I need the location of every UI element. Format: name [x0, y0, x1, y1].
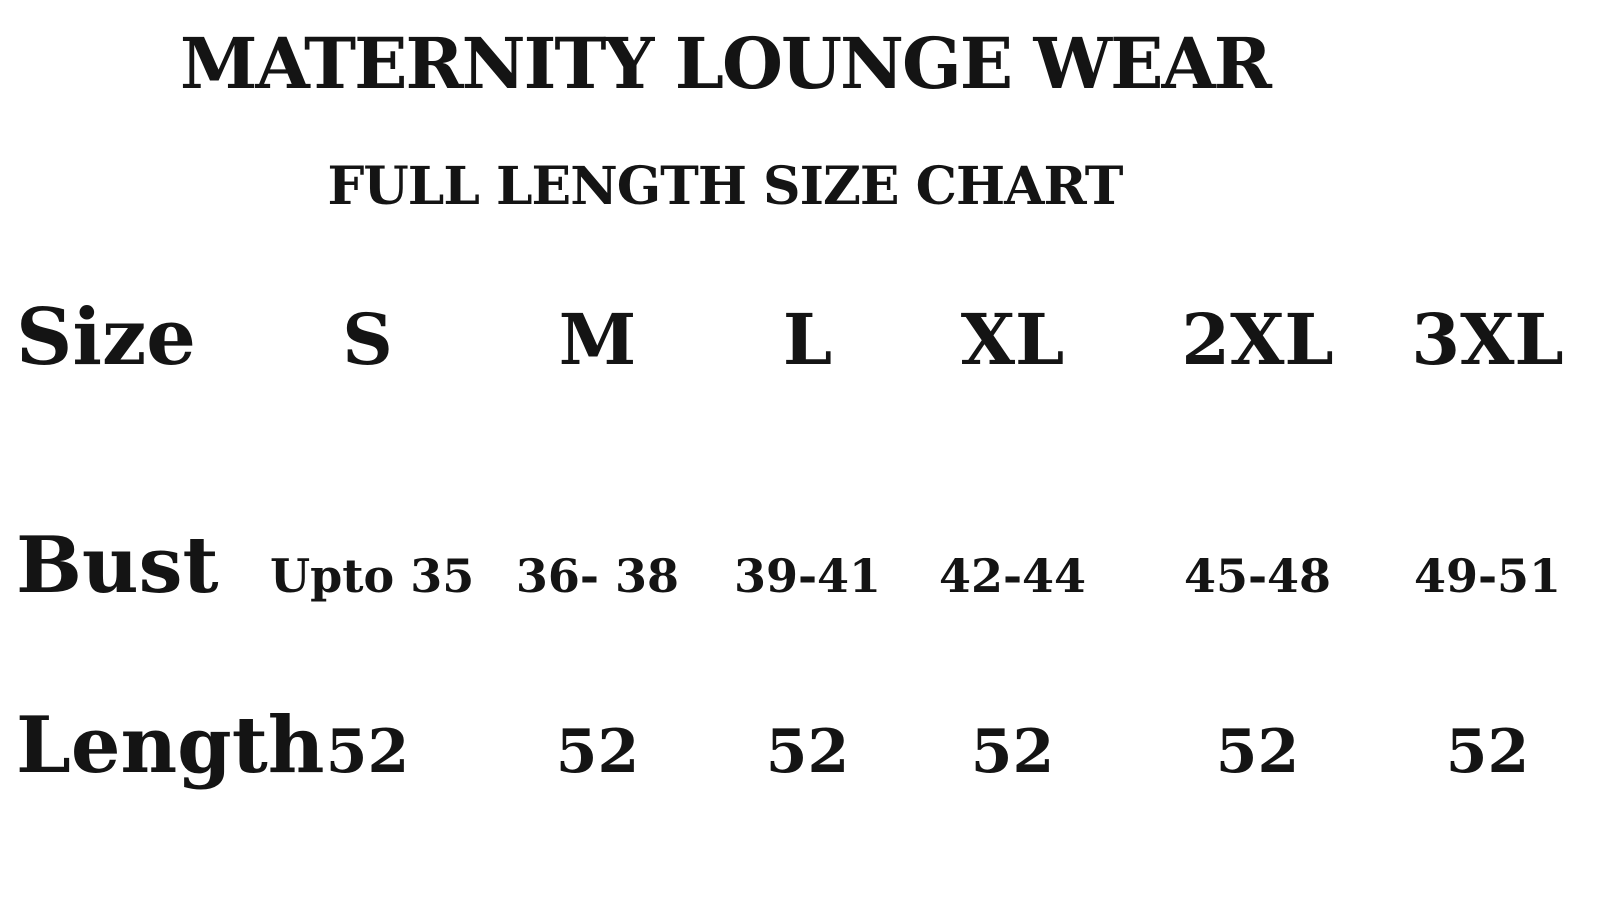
- length-value-xl: 52: [970, 717, 1055, 787]
- page-title: MATERNITY LOUNGE WEAR: [180, 22, 1270, 105]
- bust-value-xl: 42-44: [938, 549, 1087, 603]
- size-value-xl: XL: [960, 298, 1065, 381]
- size-value-m: M: [558, 298, 637, 381]
- bust-value-m: 36- 38: [515, 549, 680, 603]
- length-value-3xl: 52: [1445, 717, 1530, 787]
- size-value-2xl: 2XL: [1181, 298, 1334, 381]
- size-value-l: L: [782, 298, 833, 381]
- bust-row: [0, 520, 1600, 611]
- length-value-s: 52: [325, 717, 410, 787]
- length-value-2xl: 52: [1215, 717, 1300, 787]
- length-row: [0, 700, 1600, 791]
- bust-value-l: 39-41: [733, 549, 882, 603]
- size-row: [0, 292, 1600, 383]
- length-value-m: 52: [555, 717, 640, 787]
- bust-value-s: Upto 35: [270, 549, 475, 603]
- size-value-3xl: 3XL: [1411, 298, 1564, 381]
- size-row-label: Size: [16, 292, 196, 383]
- length-value-l: 52: [765, 717, 850, 787]
- page-subtitle: FULL LENGTH SIZE CHART: [327, 156, 1123, 217]
- bust-value-3xl: 49-51: [1413, 549, 1562, 603]
- bust-value-2xl: 45-48: [1183, 549, 1332, 603]
- bust-row-label: Bust: [16, 520, 219, 611]
- size-value-s: S: [342, 298, 393, 381]
- length-row-label: Length: [16, 700, 325, 791]
